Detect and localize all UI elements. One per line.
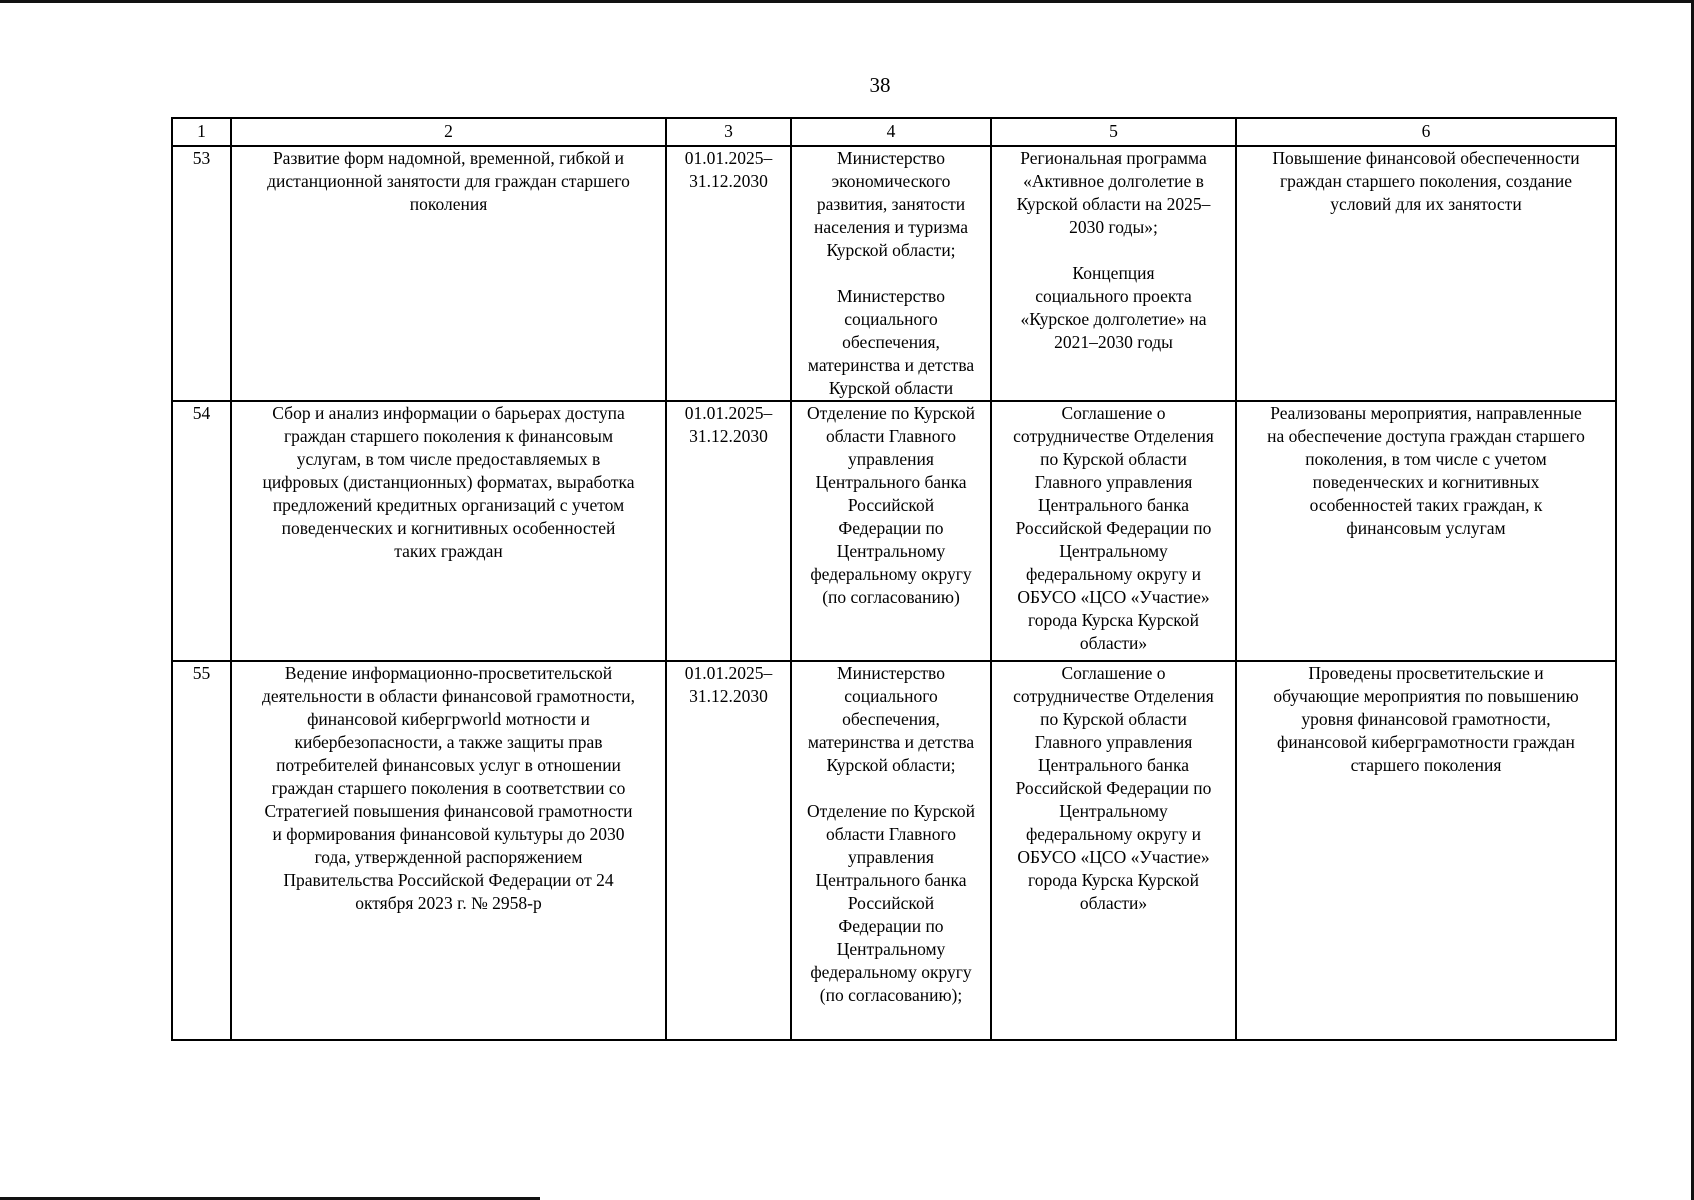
activity-cell: Развитие форм надомной, временной, гибкой и дистанционной занятости для граждан старшего поколения (231, 146, 666, 401)
row-number: 55 (172, 661, 231, 1040)
result-cell: Повышение финансовой обеспеченности граждан старшего поколения, создание условий для их занятости (1236, 146, 1616, 401)
table-row (172, 401, 1616, 661)
table-row (172, 661, 1616, 1040)
column-header: 4 (791, 118, 991, 146)
table-header-row (172, 118, 1616, 146)
row-number: 54 (172, 401, 231, 661)
row-number: 53 (172, 146, 231, 401)
table-row (172, 146, 1616, 401)
result-cell: Реализованы мероприятия, направленные на обеспечение доступа граждан старшего поколения, в том числе с учетом поведенческих и когнитивных особенностей таких граждан, к финансовым услугам (1236, 401, 1616, 661)
plan-table (171, 117, 1617, 1041)
result-cell: Проведены просветительские и обучающие мероприятия по повышению уровня финансовой грамотности, финансовой киберграмотности граждан старшего поколения (1236, 661, 1616, 1040)
executor-cell: Министерство социального обеспечения, материнства и детства Курской области; Отделение по Курской области Главного управления Центрального банка Российской Федерации по Центральному федеральному округу (по согласованию); (791, 661, 991, 1040)
executor-cell: Министерство экономического развития, занятости населения и туризма Курской области; Министерство социального обеспечения, материнства и детства Курской области (791, 146, 991, 401)
activity-cell: Ведение информационно-просветительской деятельности в области финансовой грамотности, финансовой кибергрworld мотности и кибербезопасности, а также защиты прав потребителей финансовых услуг в отношении граждан старшего поколения в соответствии со Стратегией повышения финансовой грамотности и формирования финансовой культуры до 2030 года, утвержденной распоряжением Правительства Российской Федерации от 24 октября 2023 г. № 2958-р (231, 661, 666, 1040)
column-header: 5 (991, 118, 1236, 146)
period-cell: 01.01.2025– 31.12.2030 (666, 401, 791, 661)
document-cell: Соглашение о сотрудничестве Отделения по Курской области Главного управления Центрального банка Российской Федерации по Центральному федеральному округу и ОБУСО «ЦСО «Участие» города Курска Курской области» (991, 401, 1236, 661)
column-header: 1 (172, 118, 231, 146)
period-cell: 01.01.2025– 31.12.2030 (666, 661, 791, 1040)
activity-cell: Сбор и анализ информации о барьерах доступа граждан старшего поколения к финансовым услугам, в том числе предоставляемых в цифровых (дистанционных) форматах, выработка предложений кредитных организаций с учетом поведенческих и когнитивных особенностей таких граждан (231, 401, 666, 661)
column-header: 2 (231, 118, 666, 146)
column-header: 6 (1236, 118, 1616, 146)
scan-border-top (0, 0, 1694, 3)
page-number: 38 (869, 73, 891, 97)
document-cell: Региональная программа «Активное долголетие в Курской области на 2025– 2030 годы»; Концепция социального проекта «Курское долголетие» на 2021–2030 годы (991, 146, 1236, 401)
document-cell: Соглашение о сотрудничестве Отделения по Курской области Главного управления Центрального банка Российской Федерации по Центральному федеральному округу и ОБУСО «ЦСО «Участие» города Курска Курской области» (991, 661, 1236, 1040)
executor-cell: Отделение по Курской области Главного управления Центрального банка Российской Федерации по Центральному федеральному округу (по согласованию) (791, 401, 991, 661)
column-header: 3 (666, 118, 791, 146)
period-cell: 01.01.2025– 31.12.2030 (666, 146, 791, 401)
